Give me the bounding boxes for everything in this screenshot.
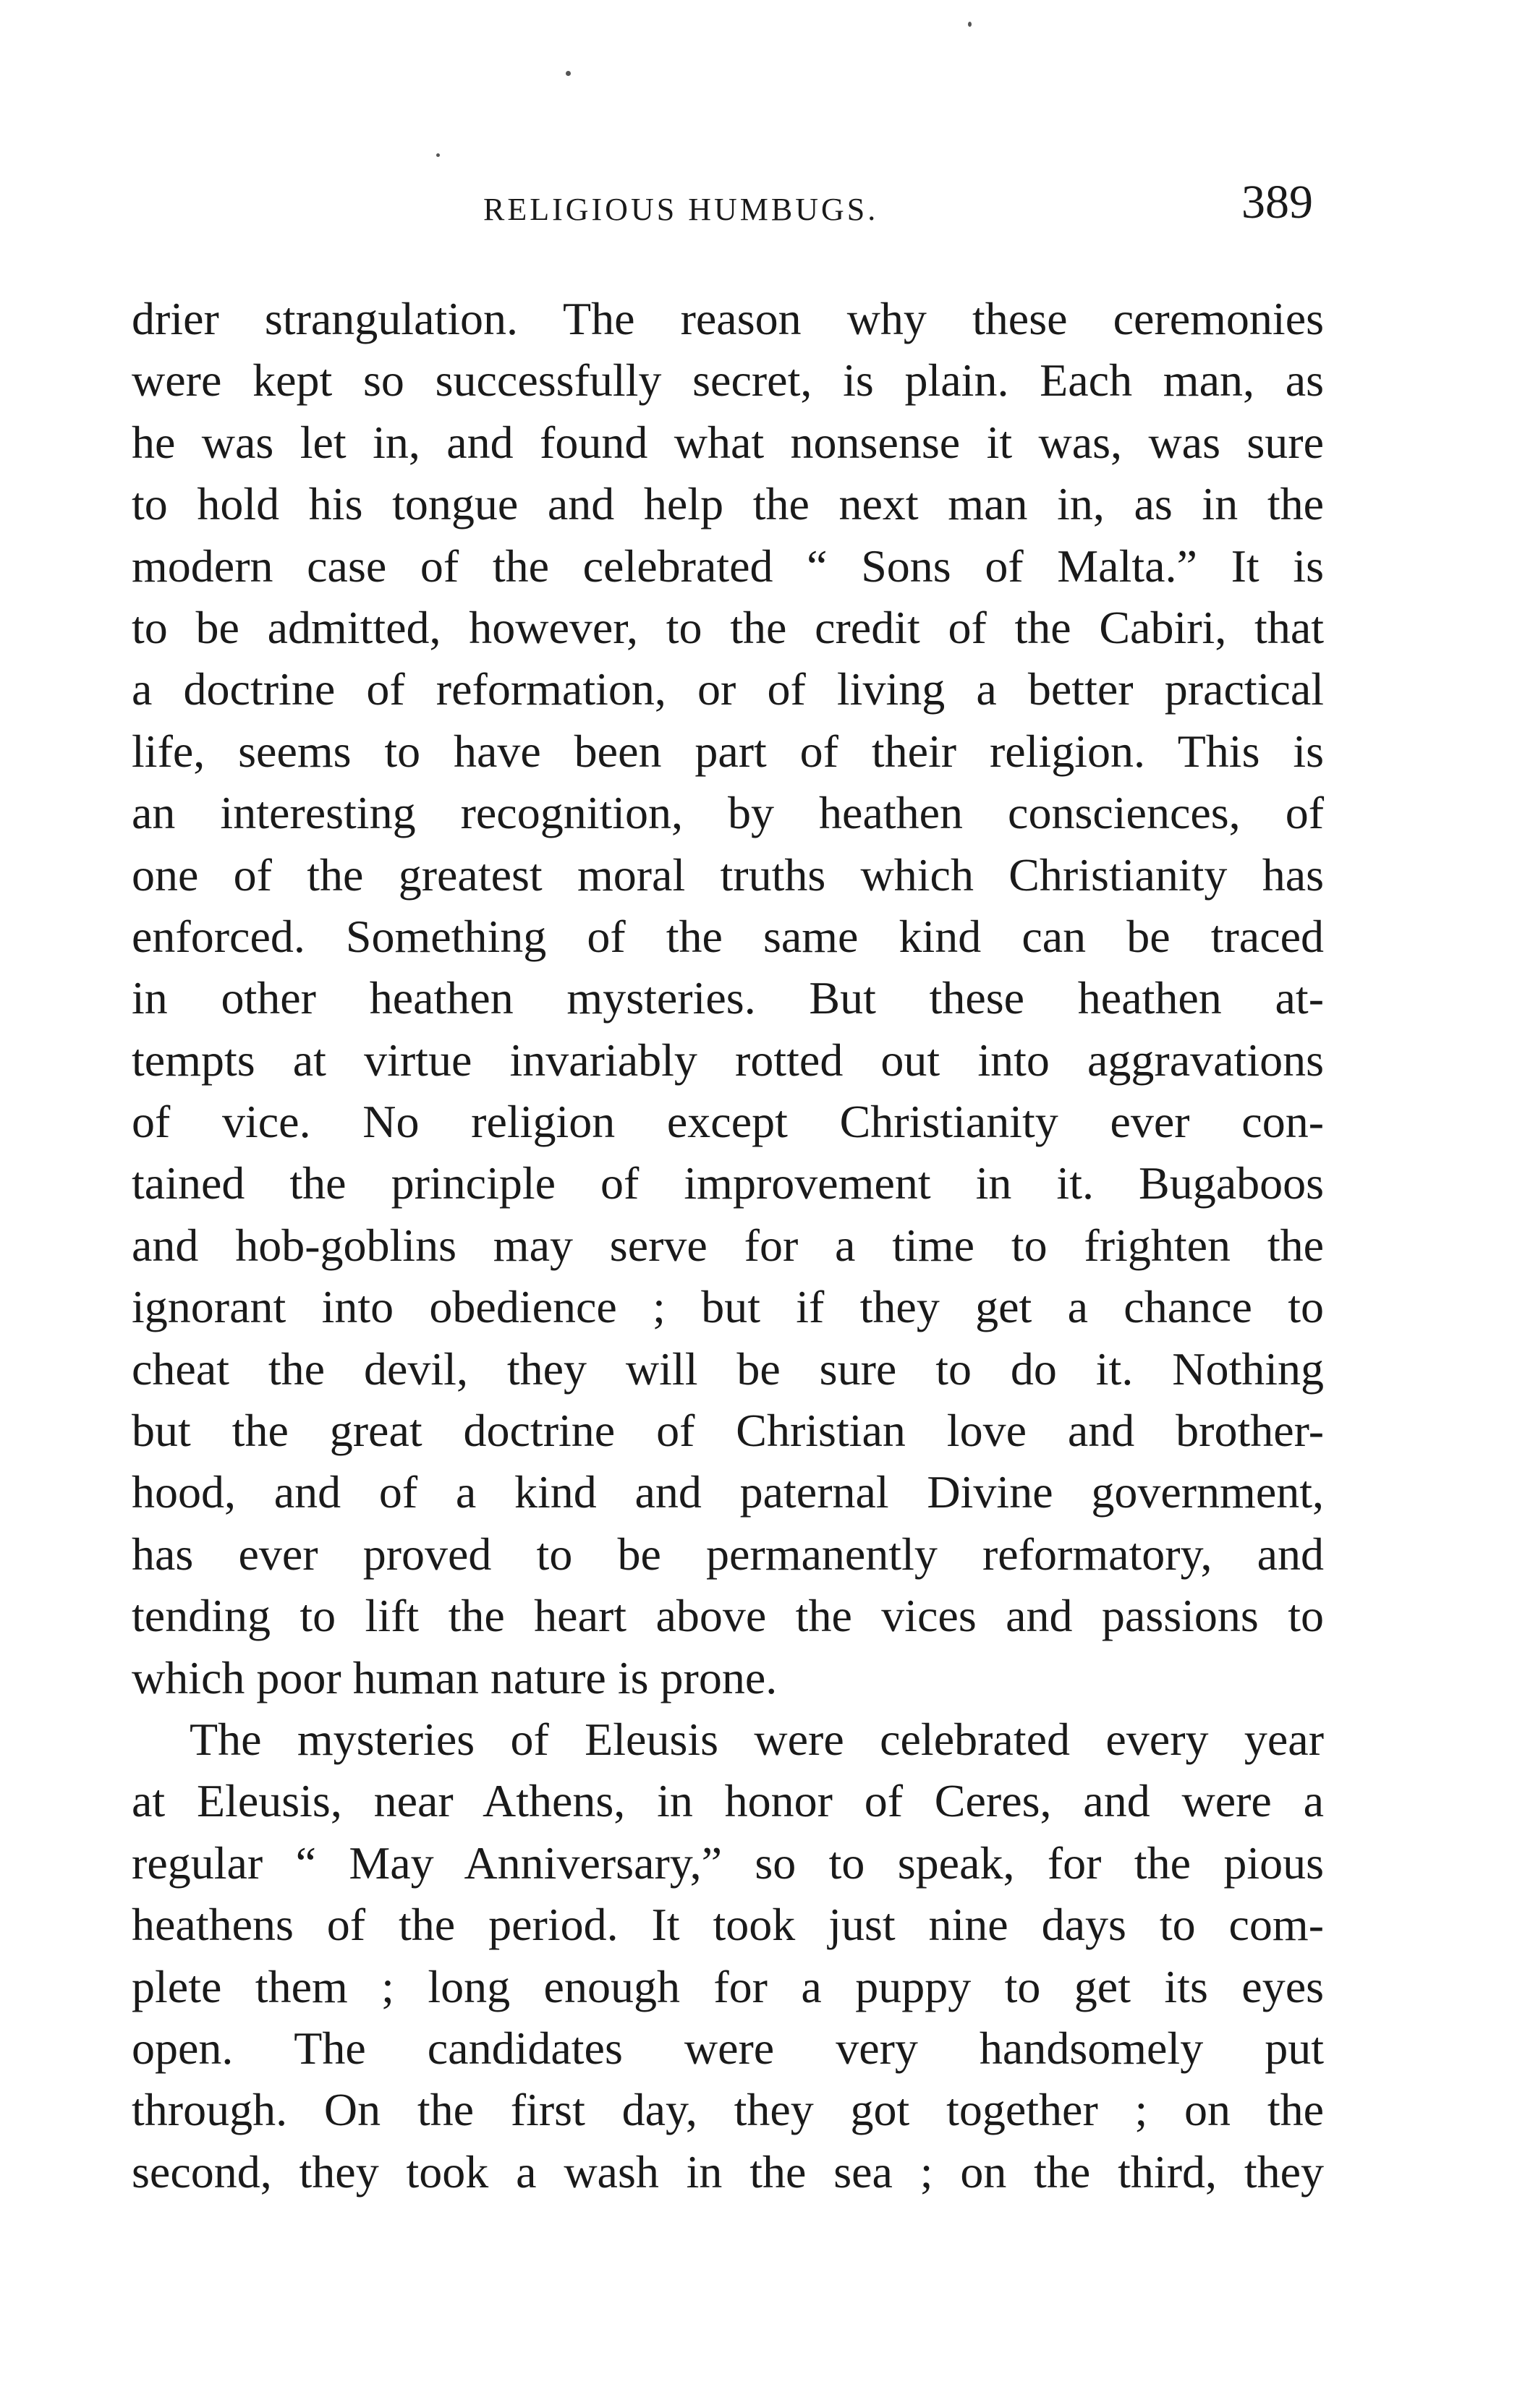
page-number: 389 bbox=[1241, 176, 1313, 229]
text-line: modern case of the celebrated “ Sons of Malta.” It is bbox=[132, 540, 1324, 592]
text-line: tained the principle of improvement in it. Bugaboos bbox=[132, 1157, 1324, 1209]
text-line: cheat the devil, they will be sure to do it. Nothing bbox=[132, 1343, 1324, 1395]
scan-speck bbox=[968, 22, 972, 27]
page-header bbox=[0, 174, 1525, 239]
text-line: heathens of the period. It took just nine days to com- bbox=[132, 1899, 1324, 1951]
text-line: and hob-goblins may serve for a time to frighten the bbox=[132, 1219, 1324, 1271]
text-line: of vice. No religion except Christianity ever con- bbox=[132, 1096, 1324, 1148]
text-line: he was let in, and found what nonsense it was, was sure bbox=[132, 416, 1324, 468]
text-line: tending to lift the heart above the vices and passions to bbox=[132, 1590, 1324, 1642]
text-line: were kept so successfully secret, is plain. Each man, as bbox=[132, 354, 1324, 407]
text-line: ignorant into obedience ; but if they get a chance to bbox=[132, 1281, 1324, 1333]
text-line: an interesting recognition, by heathen consciences, of bbox=[132, 787, 1324, 839]
text-line: to hold his tongue and help the next man in, as in the bbox=[132, 478, 1324, 530]
scan-speck bbox=[566, 71, 571, 76]
running-head: RELIGIOUS HUMBUGS. bbox=[483, 192, 879, 227]
text-line: through. On the first day, they got together ; on the bbox=[132, 2084, 1324, 2136]
text-line: a doctrine of reformation, or of living a better practical bbox=[132, 663, 1324, 715]
scan-speck bbox=[436, 153, 440, 157]
text-line: regular “ May Anniversary,” so to speak, for the pious bbox=[132, 1837, 1324, 1889]
text-line: to be admitted, however, to the credit of the Cabiri, that bbox=[132, 601, 1324, 653]
text-line: drier strangulation. The reason why these ceremonies bbox=[132, 293, 1324, 344]
paragraph-2 bbox=[132, 1709, 1324, 2203]
text-line: has ever proved to be permanently reformatory, and bbox=[132, 1528, 1324, 1580]
text-line: open. The candidates were very handsomely put bbox=[132, 2022, 1324, 2074]
text-line: one of the greatest moral truths which Christianity has bbox=[132, 848, 1324, 901]
text-line: at Eleusis, near Athens, in honor of Ceres, and were a bbox=[132, 1775, 1324, 1827]
text-line: tempts at virtue invariably rotted out into aggravations bbox=[132, 1034, 1324, 1086]
body-text bbox=[132, 288, 1324, 2203]
paragraph-1 bbox=[132, 288, 1324, 1709]
text-line: hood, and of a kind and paternal Divine government, bbox=[132, 1466, 1324, 1518]
text-line: life, seems to have been part of their religion. This is bbox=[132, 725, 1324, 777]
text-line: plete them ; long enough for a puppy to get its eyes bbox=[132, 1960, 1324, 2012]
text-line: in other heathen mysteries. But these heathen at- bbox=[132, 972, 1324, 1024]
text-line: enforced. Something of the same kind can be traced bbox=[132, 910, 1324, 962]
text-line: but the great doctrine of Christian love and brother- bbox=[132, 1405, 1324, 1457]
text-line: The mysteries of Eleusis were celebrated every year bbox=[190, 1713, 1324, 1765]
text-line: which poor human nature is prone. bbox=[132, 1651, 778, 1703]
text-line: second, they took a wash in the sea ; on the third, they bbox=[132, 2145, 1324, 2198]
